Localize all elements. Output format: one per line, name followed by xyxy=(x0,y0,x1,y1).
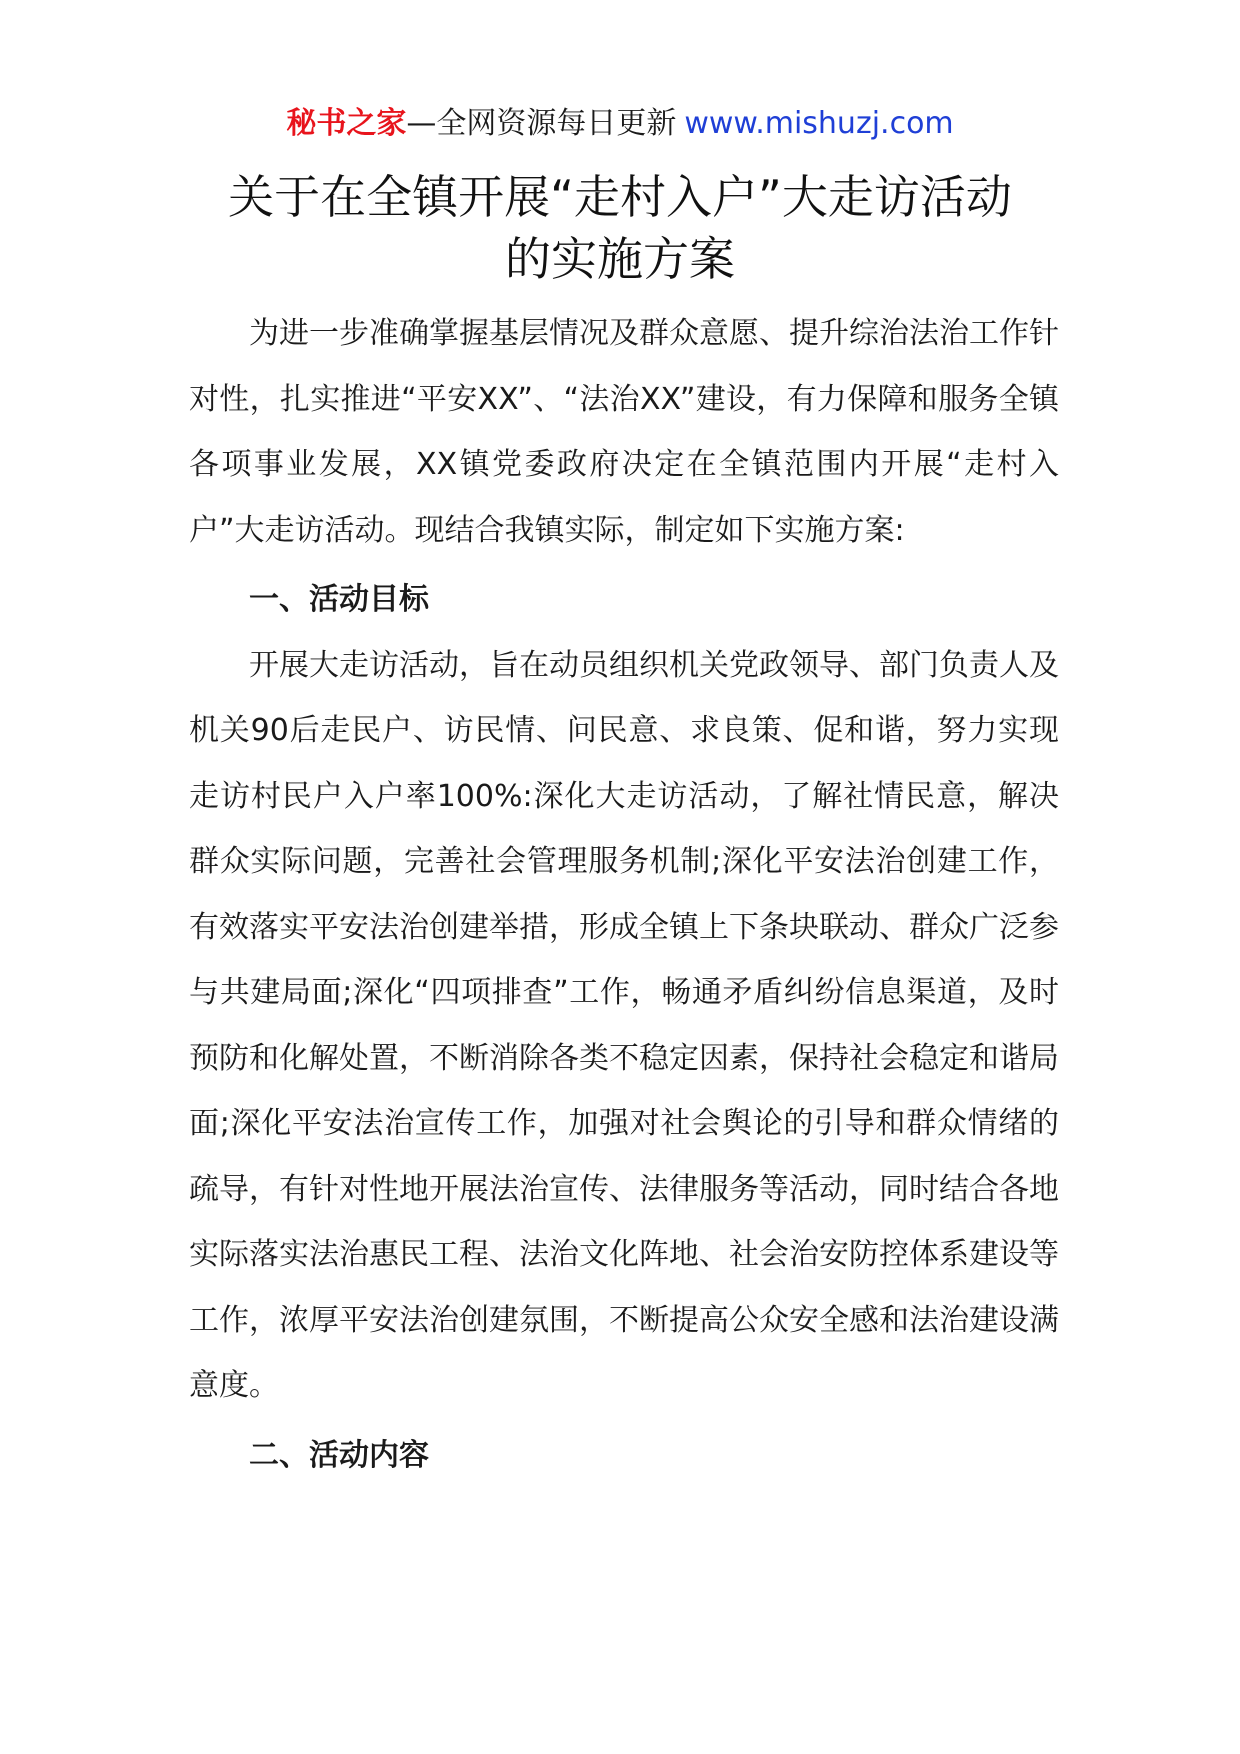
section-heading-content: 二、活动内容 xyxy=(249,1437,429,1473)
site-brand: 秘书之家 xyxy=(286,106,407,141)
goals-paragraph: 开展大走访活动，旨在动员组织机关党政领导、部门负责人及机关90后走民户、访民情、问民意、求良策、促和谐，努力实现走访村民户入户率100%:深化大走访活动，了解社情民意，解决群众实际问题，完善社会管理服务机制;深化平安法治创建工作，有效落实平安法治创建举措，形成全镇上下条块联动、群众广泛参与共建局面;深化“四项排查”工作，畅通矛盾纠纷信息渠道，及时预防和化解处置，不断消除各类不稳定因素，保持社会稳定和谐局面;深化平安法治宣传工作，加强对社会舆论的引导和群众情绪的疏导，有针对性地开展法治宣传、法律服务等活动，同时结合各地实际落实法治惠民工程、法治文化阵地、社会治安防控体系建设等工作，浓厚平安法治创建氛围，不断提高公众安全感和法治建设满意度。 xyxy=(189,647,1059,1403)
site-url: www.mishuzj.com xyxy=(684,106,954,141)
site-tagline: —全网资源每日更新 xyxy=(406,106,677,141)
intro-paragraph: 为进一步准确掌握基层情况及群众意愿、提升综治法治工作针对性，扎实推进“平安XX”、“法治XX”建设，有力保障和服务全镇各项事业发展，XX镇党委政府决定在全镇范围内开展“走村入户”大走访活动。现结合我镇实际，制定如下实施方案: xyxy=(189,316,1059,548)
document-title-line-1: 关于在全镇开展“走村入户”大走访活动 xyxy=(228,170,1012,224)
document-body xyxy=(189,301,1059,1488)
site-watermark-header xyxy=(0,104,1240,144)
document-title-line-2: 的实施方案 xyxy=(505,232,735,286)
section-heading-goals: 一、活动目标 xyxy=(249,582,429,617)
document-title xyxy=(150,166,1090,290)
